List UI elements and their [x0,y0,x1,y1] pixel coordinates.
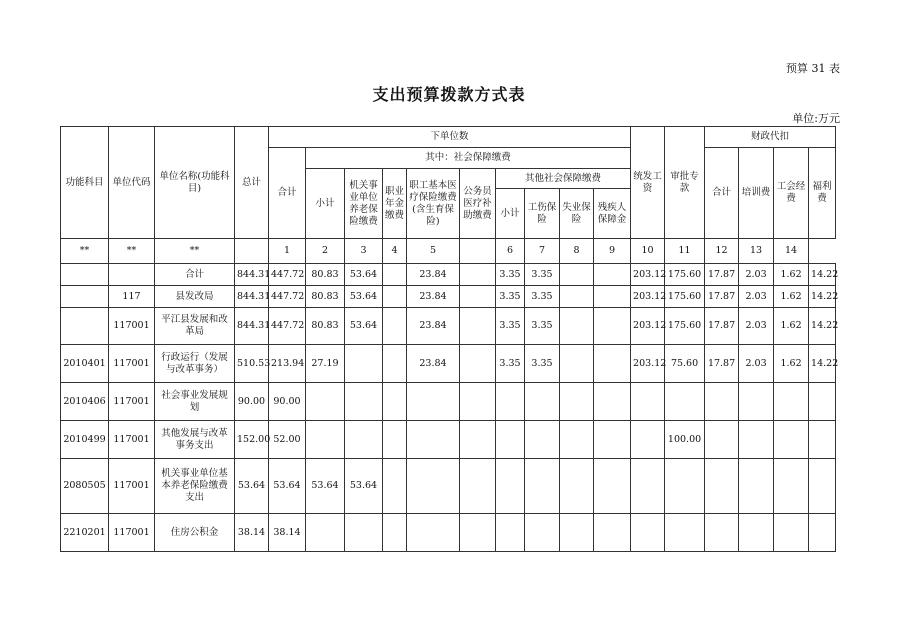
union-fee-cell [774,421,809,459]
injury-cell [525,383,560,421]
union-fee-cell: 1.62 [774,286,809,308]
annuity-cell [383,286,407,308]
total-cell: 90.00 [235,383,269,421]
ss-subtotal-cell: 27.19 [306,345,345,383]
col-other-subtotal: 小计 [496,189,525,239]
index-cell [460,239,496,264]
approved-special-cell: 175.60 [665,264,705,286]
civil-medical-cell [460,308,496,345]
medical-cell [407,514,460,552]
subtotal-cell: 447.72 [269,286,306,308]
civil-medical-cell [460,383,496,421]
func-code-cell: 2080505 [61,459,109,514]
ss-subtotal-cell [306,421,345,459]
ss-subtotal-cell: 53.64 [306,459,345,514]
total-cell: 844.31 [235,286,269,308]
col-social-security: 其中：社会保障缴费 [306,148,631,169]
table-row [61,514,836,552]
budget-table [60,126,839,552]
unit-code-cell: 117001 [109,308,155,345]
medical-cell: 23.84 [407,286,460,308]
training-cell [739,421,774,459]
injury-cell [525,421,560,459]
unified-wage-cell [631,383,665,421]
other-subtotal-cell: 3.35 [496,286,525,308]
pension-cell: 53.64 [345,308,383,345]
training-cell [739,459,774,514]
ss-subtotal-cell [306,514,345,552]
annuity-cell [383,514,407,552]
injury-cell: 3.35 [525,264,560,286]
col-unit-name: 单位名称(功能科目) [155,127,235,239]
index-cell: ** [61,239,109,264]
subtotal-cell: 53.64 [269,459,306,514]
annuity-cell [383,383,407,421]
unit-name-cell: 合计 [155,264,235,286]
col-pension: 机关事业单位养老保险缴费 [345,169,383,239]
approved-special-cell [665,514,705,552]
subtotal-cell: 213.94 [269,345,306,383]
other-subtotal-cell [496,421,525,459]
ss-subtotal-cell: 80.83 [306,286,345,308]
index-cell: ** [155,239,235,264]
medical-cell [407,459,460,514]
unemployment-cell [560,308,594,345]
total-cell: 38.14 [235,514,269,552]
pension-cell: 53.64 [345,286,383,308]
col-finance-agent: 财政代扣 [705,127,836,148]
func-code-cell [61,308,109,345]
col-civil-medical: 公务员医疗补助缴费 [460,169,496,239]
fin-subtotal-cell [705,514,739,552]
training-cell: 2.03 [739,345,774,383]
disability-cell [594,345,631,383]
col-func-code: 功能科目 [61,127,109,239]
unit-code-cell: 117001 [109,383,155,421]
medical-cell: 23.84 [407,308,460,345]
civil-medical-cell [460,345,496,383]
col-training: 培训费 [739,148,774,239]
welfare-cell: 14.22 [809,308,836,345]
total-cell: 844.31 [235,308,269,345]
page-title: 支出预算拨款方式表 [372,85,526,104]
col-subtotal: 合计 [269,148,306,239]
index-cell: 1 [269,239,306,264]
func-code-cell: 2010406 [61,383,109,421]
approved-special-cell: 175.60 [665,286,705,308]
table-row [61,383,836,421]
training-cell [739,383,774,421]
col-unit-code: 单位代码 [109,127,155,239]
index-cell: 7 [525,239,560,264]
func-code-cell: 2210201 [61,514,109,552]
medical-cell [407,383,460,421]
func-code-cell [61,264,109,286]
welfare-cell: 14.22 [809,264,836,286]
col-union-fee: 工会经费 [774,148,809,239]
unit-label: 单位:万元 [792,112,840,125]
index-cell: 4 [383,239,407,264]
annuity-cell [383,459,407,514]
unemployment-cell [560,264,594,286]
unemployment-cell [560,345,594,383]
subtotal-cell: 52.00 [269,421,306,459]
annuity-cell [383,421,407,459]
pension-cell [345,383,383,421]
col-ss-subtotal: 小计 [306,169,345,239]
col-medical: 职工基本医疗保险缴费(含生育保险) [407,169,460,239]
unemployment-cell [560,459,594,514]
subtotal-cell: 447.72 [269,308,306,345]
training-cell: 2.03 [739,286,774,308]
col-total: 总计 [235,127,269,239]
unit-name-cell: 社会事业发展规划 [155,383,235,421]
civil-medical-cell [460,264,496,286]
index-cell: 9 [594,239,631,264]
union-fee-cell: 1.62 [774,345,809,383]
disability-cell [594,286,631,308]
index-cell: 5 [407,239,460,264]
other-subtotal-cell [496,514,525,552]
unit-name-cell: 住房公积金 [155,514,235,552]
col-approved-special: 审批专款 [665,127,705,239]
disability-cell [594,514,631,552]
unit-code-cell: 117 [109,286,155,308]
table-row [61,459,836,514]
other-subtotal-cell: 3.35 [496,345,525,383]
col-welfare: 福利费 [809,148,836,239]
pension-cell: 53.64 [345,459,383,514]
welfare-cell [809,514,836,552]
col-other-ss: 其他社会保障缴费 [496,169,631,189]
unemployment-cell [560,383,594,421]
unit-name-cell: 其他发展与改革事务支出 [155,421,235,459]
approved-special-cell [665,459,705,514]
unified-wage-cell [631,459,665,514]
medical-cell: 23.84 [407,345,460,383]
index-cell: 13 [739,239,774,264]
other-subtotal-cell [496,383,525,421]
index-cell: 3 [345,239,383,264]
union-fee-cell [774,459,809,514]
unit-name-cell: 机关事业单位基本养老保险缴费支出 [155,459,235,514]
index-cell: ** [109,239,155,264]
func-code-cell [61,286,109,308]
injury-cell: 3.35 [525,345,560,383]
welfare-cell: 14.22 [809,345,836,383]
col-annuity: 职业年金缴费 [383,169,407,239]
index-row [61,239,836,264]
civil-medical-cell [460,459,496,514]
medical-cell [407,421,460,459]
training-cell [739,514,774,552]
union-fee-cell [774,383,809,421]
col-injury: 工伤保险 [525,189,560,239]
subtotal-cell: 38.14 [269,514,306,552]
table-row [61,286,836,308]
unit-name-cell: 行政运行（发展与改革事务） [155,345,235,383]
approved-special-cell: 75.60 [665,345,705,383]
annuity-cell [383,308,407,345]
col-unified-wage: 统发工资 [631,127,665,239]
index-cell: 11 [665,239,705,264]
civil-medical-cell [460,514,496,552]
unemployment-cell [560,514,594,552]
func-code-cell: 2010401 [61,345,109,383]
unit-code-cell: 117001 [109,345,155,383]
injury-cell: 3.35 [525,286,560,308]
annuity-cell [383,264,407,286]
subtotal-cell: 90.00 [269,383,306,421]
total-cell: 152.00 [235,421,269,459]
disability-cell [594,421,631,459]
pension-cell: 53.64 [345,264,383,286]
union-fee-cell: 1.62 [774,308,809,345]
unit-code-cell: 117001 [109,514,155,552]
training-cell: 2.03 [739,308,774,345]
fin-subtotal-cell: 17.87 [705,308,739,345]
index-cell: 14 [774,239,809,264]
fin-subtotal-cell [705,421,739,459]
unified-wage-cell: 203.12 [631,345,665,383]
table-row [61,421,836,459]
index-cell: 2 [306,239,345,264]
table-row [61,345,836,383]
annuity-cell [383,345,407,383]
disability-cell [594,308,631,345]
unit-code-cell: 117001 [109,459,155,514]
disability-cell [594,383,631,421]
civil-medical-cell [460,286,496,308]
disability-cell [594,459,631,514]
unified-wage-cell: 203.12 [631,286,665,308]
total-cell: 844.31 [235,264,269,286]
fin-subtotal-cell: 17.87 [705,286,739,308]
approved-special-cell [665,383,705,421]
form-code: 预算 31 表 [786,62,840,75]
index-cell: 12 [705,239,739,264]
unified-wage-cell [631,514,665,552]
table-row [61,264,836,286]
unit-name-cell: 县发改局 [155,286,235,308]
medical-cell: 23.84 [407,264,460,286]
welfare-cell: 14.22 [809,286,836,308]
fin-subtotal-cell [705,459,739,514]
other-subtotal-cell [496,459,525,514]
injury-cell [525,514,560,552]
other-subtotal-cell: 3.35 [496,308,525,345]
pension-cell [345,421,383,459]
other-subtotal-cell: 3.35 [496,264,525,286]
pension-cell [345,345,383,383]
fin-subtotal-cell [705,383,739,421]
subtotal-cell: 447.72 [269,264,306,286]
fin-subtotal-cell: 17.87 [705,345,739,383]
training-cell: 2.03 [739,264,774,286]
index-cell: 6 [496,239,525,264]
pension-cell [345,514,383,552]
union-fee-cell: 1.62 [774,264,809,286]
col-lower-unit: 下单位数 [269,127,631,148]
ss-subtotal-cell [306,383,345,421]
unified-wage-cell: 203.12 [631,264,665,286]
welfare-cell [809,459,836,514]
unit-code-cell: 117001 [109,421,155,459]
approved-special-cell: 175.60 [665,308,705,345]
welfare-cell [809,421,836,459]
civil-medical-cell [460,421,496,459]
ss-subtotal-cell: 80.83 [306,308,345,345]
unemployment-cell [560,286,594,308]
index-cell: 8 [560,239,594,264]
func-code-cell: 2010499 [61,421,109,459]
union-fee-cell [774,514,809,552]
index-cell [235,239,269,264]
injury-cell: 3.35 [525,308,560,345]
col-disability: 残疾人保障金 [594,189,631,239]
unit-code-cell [109,264,155,286]
disability-cell [594,264,631,286]
index-cell: 10 [631,239,665,264]
unified-wage-cell [631,421,665,459]
ss-subtotal-cell: 80.83 [306,264,345,286]
unemployment-cell [560,421,594,459]
fin-subtotal-cell: 17.87 [705,264,739,286]
approved-special-cell: 100.00 [665,421,705,459]
injury-cell [525,459,560,514]
total-cell: 510.53 [235,345,269,383]
unit-name-cell: 平江县发展和改革局 [155,308,235,345]
unified-wage-cell: 203.12 [631,308,665,345]
col-unemployment: 失业保险 [560,189,594,239]
table-row [61,308,836,345]
total-cell: 53.64 [235,459,269,514]
welfare-cell [809,383,836,421]
col-fin-subtotal: 合计 [705,148,739,239]
